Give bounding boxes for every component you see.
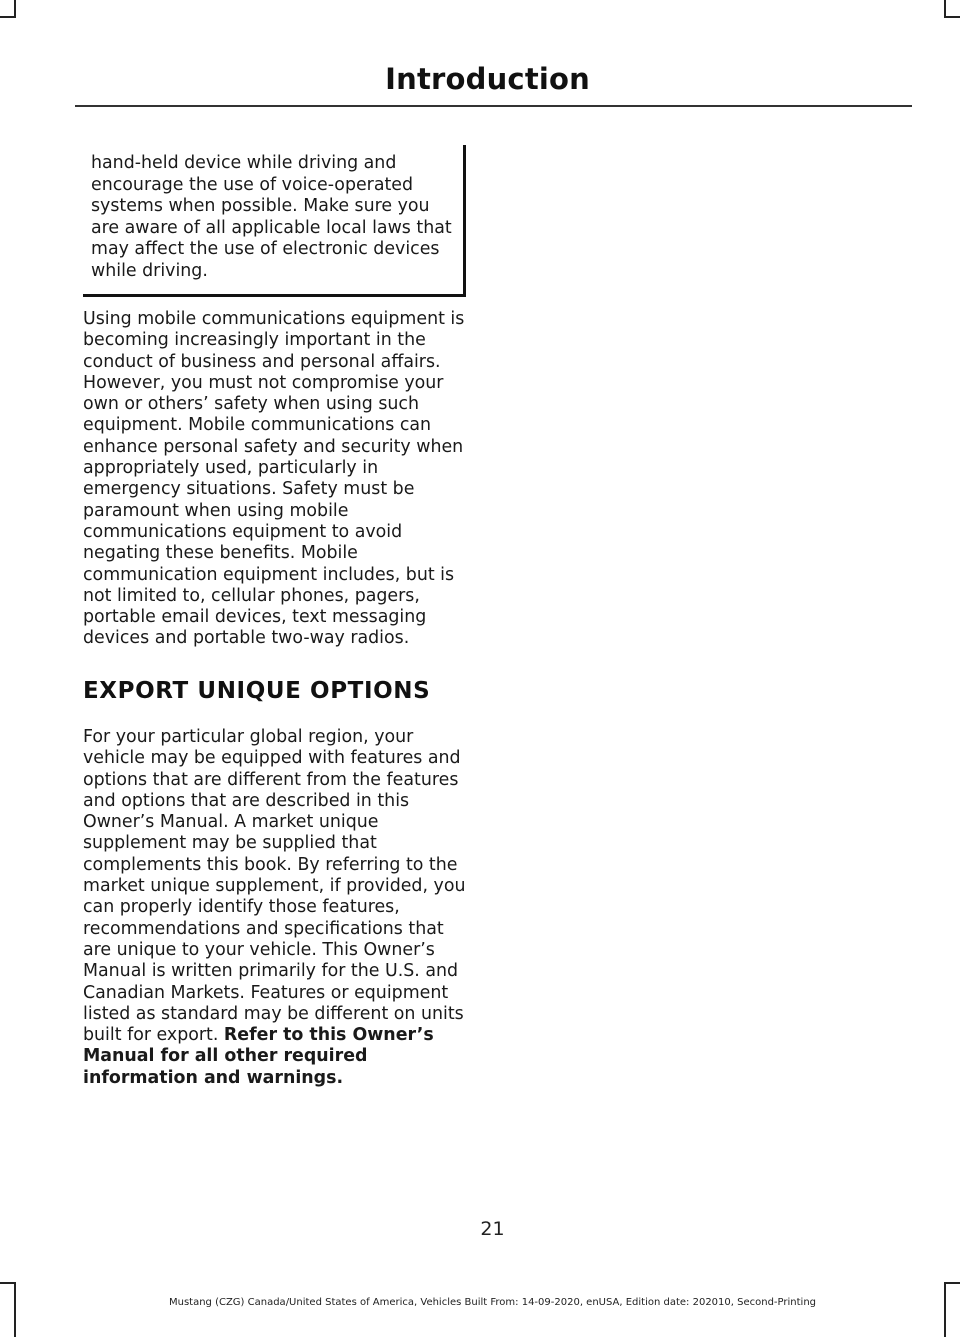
warning-callout-text: hand-held device while driving and encourage the use of voice-operated systems when possible. Make sure you are aware of all applicable local laws that may affect the use of electronic devices while driving. bbox=[91, 153, 452, 281]
export-options-text: For your particular global region, your vehicle may be equipped with features and options that are different from the features and options that are described in this Owner’s Manual. A market unique supplement may be supplied that complements this book. By referring to the market unique supplement, if provided, you can properly identify those features, recommendations and specifications that are unique to your vehicle. This Owner’s Manual is written primarily for the U.S. and Canadian Markets. Features or equipment listed as standard may be different on units built for export. bbox=[83, 727, 466, 1046]
publication-footer: Mustang (CZG) Canada/United States of America, Vehicles Built From: 14-09-2020, enUSA, Edition date: 202010, Second-Printing bbox=[168, 1297, 817, 1308]
warning-callout-box bbox=[83, 145, 466, 297]
crop-mark-top-right bbox=[944, 0, 946, 17]
header-divider bbox=[75, 105, 912, 107]
crop-mark-bottom-left bbox=[14, 1282, 16, 1337]
section-heading-export-unique-options: EXPORT UNIQUE OPTIONS bbox=[83, 678, 431, 704]
crop-mark-bottom-left bbox=[0, 1282, 16, 1284]
crop-mark-top-right bbox=[944, 16, 960, 18]
crop-mark-top-left bbox=[0, 16, 16, 18]
export-options-emphasis: Refer to this Owner’s Manual for all other required information and warnings. bbox=[83, 1025, 434, 1088]
body-paragraph-mobile-communications: Using mobile communications equipment is becoming increasingly important in the conduct of business and personal affairs. However, you must not compromise your own or others’ safety when using such equipment. Mobile communications can enhance personal safety and security when appropriately used, particularly in emergency situations. Safety must be paramount when using mobile communications equipment to avoid negating these benefits. Mobile communication equipment includes, but is not limited to, cellular phones, pagers, portable email devices, text messaging devices and portable two-way radios. bbox=[83, 309, 465, 649]
page-number: 21 bbox=[480, 1218, 505, 1240]
crop-mark-bottom-right bbox=[944, 1282, 960, 1284]
section-title: Introduction bbox=[385, 62, 590, 96]
crop-mark-bottom-right bbox=[944, 1282, 946, 1337]
crop-mark-top-left bbox=[14, 0, 16, 17]
body-paragraph-export-unique-options bbox=[83, 727, 475, 1089]
